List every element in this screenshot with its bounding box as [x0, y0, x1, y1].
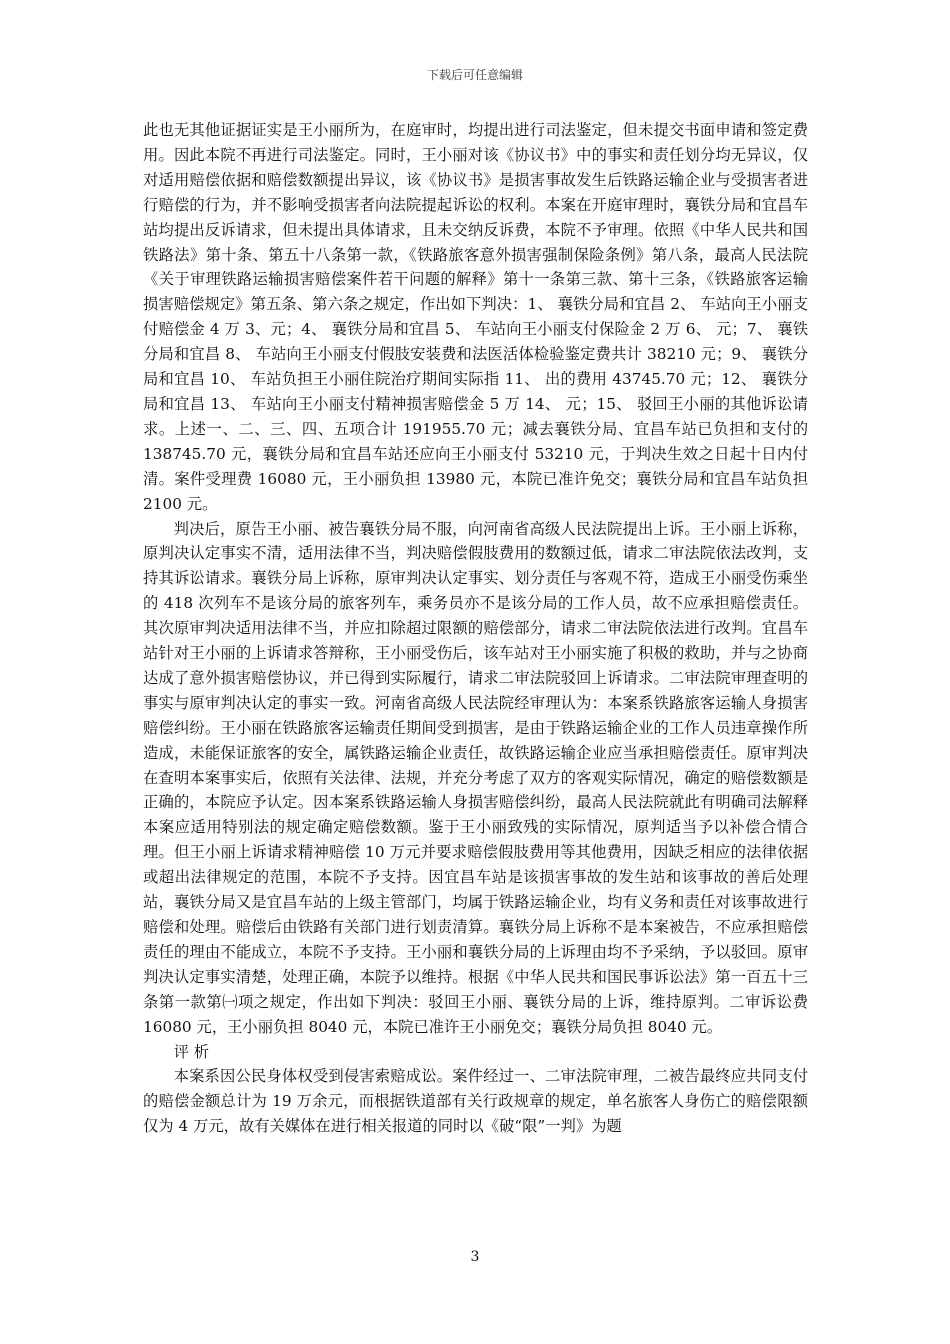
paragraph-analysis: 本案系因公民身体权受到侵害索赔成讼。案件经过一、二审法院审理，二被告最终应共同支付的赔偿金额总计为 19 万余元，而根据铁道部有关行政规章的规定，单名旅客人身伤亡的赔偿限额仅为 4 万元，故有关媒体在进行相关报道的同时以《破“限”一判》为题	[143, 1067, 808, 1136]
section-heading-analysis: 评 析	[173, 1042, 210, 1061]
paragraph-appeal: 判决后，原告王小丽、被告襄铁分局不服，向河南省高级人民法院提出上诉。王小丽上诉称，原判决认定事实不清，适用法律不当，判决赔偿假肢费用的数额过低，请求二审法院依法改判，支持其诉讼请求。襄铁分局上诉称，原审判决认定事实、划分责任与客观不符，造成王小丽受伤乘坐的 418 次列车不是该分局的旅客列车，乘务员亦不是该分局的工作人员，故不应承担赔偿责任。其次原审判决适用法律不当，并应扣除超过限额的赔偿部分，请求二审法院依法进行改判。宜昌车站针对王小丽的上诉请求答辩称，王小丽受伤后，该车站对王小丽实施了积极的救助，并与之协商达成了意外损害赔偿协议，并已得到实际履行，请求二审法院驳回上诉请求。二审法院审理查明的事实与原审判决认定的事实一致。河南省高级人民法院经审理认为：本案系铁路旅客运输人身损害赔偿纠纷。王小丽在铁路旅客运输责任期间受到损害，是由于铁路运输企业的工作人员违章操作所造成，未能保证旅客的安全，属铁路运输企业责任，故铁路运输企业应当承担赔偿责任。原审判决在查明本案事实后，依照有关法律、法规，并充分考虑了双方的客观实际情况，确定的赔偿数额是正确的，本院应予认定。因本案系铁路运输人身损害赔偿纠纷，最高人民法院就此有明确司法解释本案应适用特别法的规定确定赔偿数额。鉴于王小丽致残的实际情况，原判适当予以补偿合情合理。但王小丽上诉请求精神赔偿 10 万元并要求赔偿假肢费用等其他费用，因缺乏相应的法律依据或超出法律规定的范围，本院不予支持。因宜昌车站是该损害事故的发生站和该事故的善后处理站，襄铁分局又是宜昌车站的上级主管部门，均属于铁路运输企业，均有义务和责任对该事故进行赔偿和处理。赔偿后由铁路有关部门进行划责清算。襄铁分局上诉称不是本案被告，不应承担赔偿责任的理由不能成立，本院不予支持。王小丽和襄铁分局的上诉理由均不予采纳，予以驳回。原审判决认定事实清楚，处理正确，本院予以维持。根据《中华人民共和国民事诉讼法》第一百五十三条第一款第㈠项之规定，作出如下判决：驳回王小丽、襄铁分局的上诉，维持原判。二审诉讼费 16080 元，王小丽负担 8040 元，本院已准许王小丽免交；襄铁分局负担 8040 元。	[143, 519, 808, 1036]
page-number: 3	[470, 1249, 480, 1265]
paragraph-judgment-continued: 此也无其他证据证实是王小丽所为，在庭审时，均提出进行司法鉴定，但未提交书面申请和签定费用。因此本院不再进行司法鉴定。同时，王小丽对该《协议书》中的事实和责任划分均无异议，仅对适用赔偿依据和赔偿数额提出异议，该《协议书》是损害事故发生后铁路运输企业与受损害者进行赔偿的行为，并不影响受损害者向法院提起诉讼的权利。本案在开庭审理时，襄铁分局和宜昌车站均提出反诉请求，但未提出具体请求，且未交纳反诉费，本院不予审理。依照《中华人民共和国铁路法》第十条、第五十八条第一款，《铁路旅客意外损害强制保险条例》第八条，最高人民法院《关于审理铁路运输损害赔偿案件若干问题的解释》第十一条第三款、第十三条，《铁路旅客运输损害赔偿规定》第五条、第六条之规定，作出如下判决：1、 襄铁分局和宜昌 2、 车站向王小丽支付赔偿金 4 万 3、元；4、 襄铁分局和宜昌 5、 车站向王小丽支付保险金 2 万 6、 元；7、 襄铁分局和宜昌 8、 车站向王小丽支付假肢安装费和法医活体检验鉴定费共计 38210 元；9、 襄铁分局和宜昌 10、 车站负担王小丽住院治疗期间实际指 11、 出的费用 43745.70 元；12、 襄铁分局和宜昌 13、 车站向王小丽支付精神损害赔偿金 5 万 14、 元；15、 驳回王小丽的其他诉讼请求。上述一、二、三、四、五项合计 191955.70 元；减去襄铁分局、宜昌车站已负担和支付的 138745.70 元，襄铁分局和宜昌车站还应向王小丽支付 53210 元，于判决生效之日起十日内付清。案件受理费 16080 元，王小丽负担 13980 元，本院已准许免交；襄铁分局和宜昌车站负担 2100 元。	[143, 121, 808, 513]
document-body	[143, 118, 808, 1139]
page-header: 下载后可任意编辑	[426, 68, 523, 82]
